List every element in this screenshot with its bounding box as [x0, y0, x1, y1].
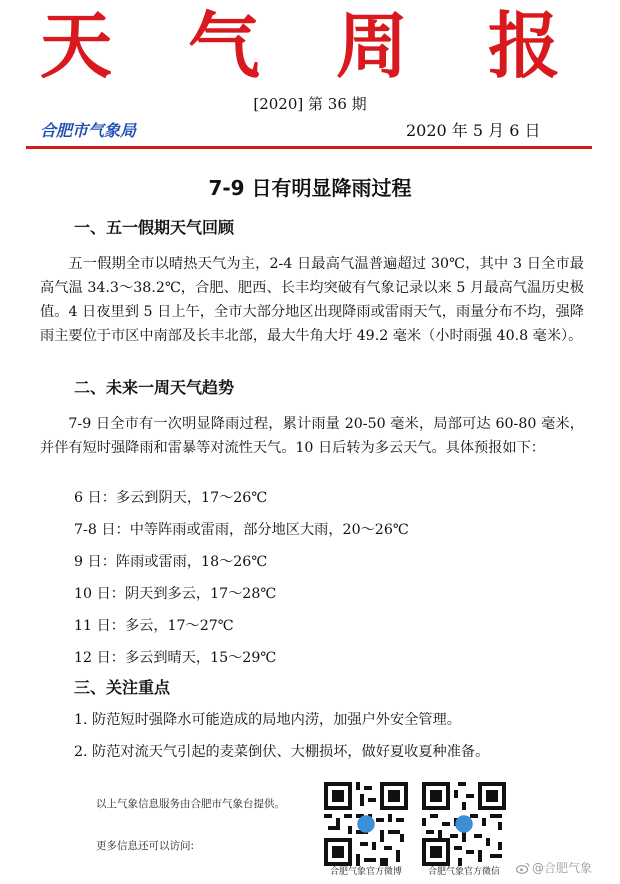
- masthead-title: [0, 4, 620, 88]
- forecast-line: 9 日：阵雨或雷雨，18～26℃: [74, 554, 268, 570]
- forecast-line: 6 日：多云到阴天，17～26℃: [74, 490, 268, 506]
- forecast-line: 12 日：多云到晴天，15～29℃: [74, 650, 277, 666]
- page-title: 7-9 日有明显降雨过程: [208, 176, 412, 200]
- masthead-char: 周: [336, 3, 409, 88]
- masthead-char: 报: [488, 3, 561, 88]
- forecast-line: 11 日：多云，17～27℃: [74, 618, 234, 634]
- qr-caption-weibo: 合肥气象官方微博: [329, 867, 402, 877]
- qr-code-wechat-image: [422, 782, 506, 866]
- qr-code-weibo[interactable]: [324, 782, 408, 866]
- section-heading-focus: 三、关注重点: [74, 678, 171, 697]
- service-note: 以上气象信息服务由合肥市气象台提供。: [96, 798, 285, 810]
- section-heading-review: 一、五一假期天气回顾: [74, 218, 235, 237]
- watermark-text: @合肥气象: [532, 861, 593, 875]
- more-info-label: 更多信息还可以访问:: [96, 840, 195, 852]
- bureau-name: 合肥市气象局: [40, 121, 137, 140]
- issue-number: [2020] 第 36 期: [253, 95, 367, 113]
- trend-paragraph: 7-9 日全市有一次明显降雨过程，累计雨量 20-50 毫米，局部可达 60-80 毫米，并伴有短时强降雨和雷暴等对流性天气。10 日后转为多云天气。具体预报如下：: [40, 416, 584, 456]
- header-rule: [26, 146, 592, 149]
- qr-code-weibo-image: [324, 782, 408, 866]
- weibo-watermark: [516, 860, 592, 876]
- forecast-line: 10 日：阴天到多云，17～28℃: [74, 586, 277, 602]
- qr-caption-wechat: 合肥气象官方微信: [427, 867, 500, 877]
- masthead-char: 天: [40, 3, 113, 88]
- weibo-logo-icon: [516, 862, 530, 874]
- review-paragraph: 五一假期全市以晴热天气为主，2-4 日最高气温普遍超过 30℃，其中 3 日全市最高气温 34.3～38.2℃，合肥、肥西、长丰均突破有气象记录以来 5 月最高气温历史极值。4 日夜里到 5 日上午，全市大部分地区出现降雨或雷雨天气，雨量分布不均，强降雨主要位于市区中南部及长丰北部，最大牛角大圩 49.2 毫米（小时雨强 40.8 毫米）。: [40, 256, 584, 344]
- masthead-char: 气: [188, 3, 261, 88]
- forecast-line: 7-8 日：中等阵雨或雷雨，部分地区大雨，20～26℃: [74, 522, 409, 538]
- focus-item: 2. 防范对流天气引起的麦菜倒伏、大棚损坏，做好夏收夏种准备。: [74, 744, 490, 760]
- focus-item: 1. 防范短时强降水可能造成的局地内涝，加强户外安全管理。: [74, 712, 461, 728]
- section-heading-trend: 二、未来一周天气趋势: [74, 378, 235, 397]
- qr-code-wechat[interactable]: [422, 782, 506, 866]
- issue-date: 2020 年 5 月 6 日: [406, 121, 541, 140]
